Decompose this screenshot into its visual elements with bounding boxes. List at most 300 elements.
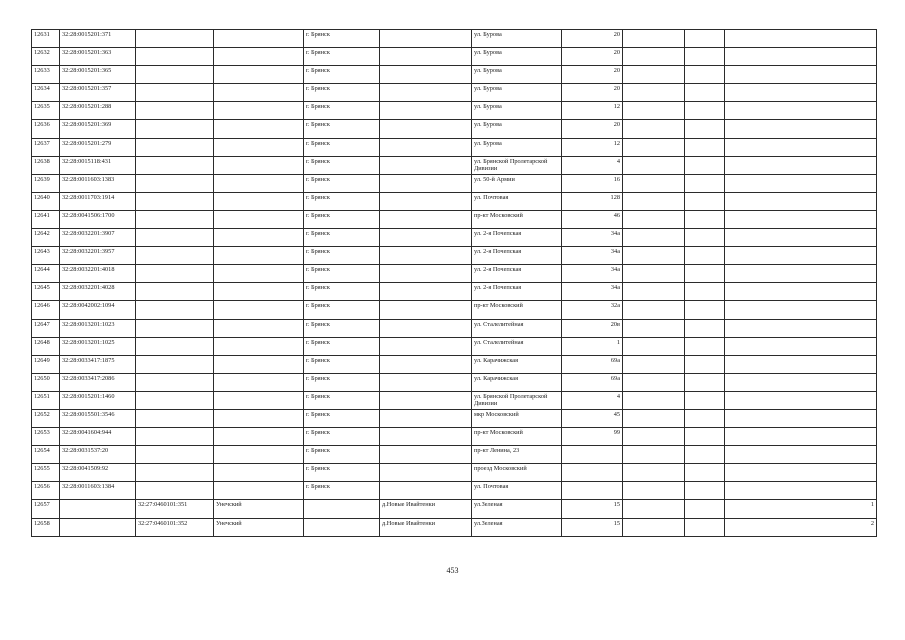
extra-cell-9 [623, 355, 685, 373]
cadastral-number-alt-cell [136, 30, 214, 48]
district-cell [214, 265, 304, 283]
extra-cell-9 [623, 301, 685, 319]
district-cell [214, 319, 304, 337]
locality-cell [380, 283, 472, 301]
cadastral-number-cell: 32:28:0015201:371 [60, 30, 136, 48]
cadastral-number-cell: 32:28:0011703:1914 [60, 192, 136, 210]
street-cell: ул. 2-я Почепская [472, 265, 562, 283]
locality-cell [380, 301, 472, 319]
house-number-cell: 32а [562, 301, 623, 319]
table-row [32, 482, 877, 500]
house-number-cell: 20 [562, 48, 623, 66]
cadastral-number-cell: 32:28:0011603:1384 [60, 482, 136, 500]
locality-cell [380, 319, 472, 337]
city-cell: г. Брянск [304, 283, 380, 301]
cadastral-number-alt-cell [136, 66, 214, 84]
cadastral-number-alt-cell [136, 301, 214, 319]
cadastral-number-cell: 32:28:0013201:1025 [60, 337, 136, 355]
locality-cell [380, 30, 472, 48]
city-cell: г. Брянск [304, 391, 380, 409]
city-cell: г. Брянск [304, 337, 380, 355]
extra-cell-10 [685, 120, 725, 138]
locality-cell [380, 138, 472, 156]
extra-cell-11 [725, 48, 877, 66]
cadastral-number-cell: 32:28:0041506:1700 [60, 210, 136, 228]
street-cell: ул. Брянской Пролетарской Дивизии [472, 391, 562, 409]
row-number-cell: 12634 [32, 84, 60, 102]
district-cell [214, 174, 304, 192]
street-cell: ул. Сталелитейная [472, 319, 562, 337]
extra-cell-10 [685, 283, 725, 301]
table-row [32, 283, 877, 301]
extra-cell-11 [725, 265, 877, 283]
street-cell: ул.Зеленая [472, 500, 562, 518]
row-number-cell: 12652 [32, 409, 60, 427]
house-number-cell: 20 [562, 30, 623, 48]
locality-cell [380, 337, 472, 355]
cadastral-number-alt-cell [136, 210, 214, 228]
cadastral-number-alt-cell [136, 446, 214, 464]
district-cell [214, 210, 304, 228]
row-number-cell: 12641 [32, 210, 60, 228]
extra-cell-11 [725, 355, 877, 373]
cadastral-number-alt-cell [136, 192, 214, 210]
extra-cell-10 [685, 337, 725, 355]
street-cell: ул. Бурова [472, 138, 562, 156]
locality-cell [380, 66, 472, 84]
street-cell: ул. Брянской Пролетарской Дивизии [472, 156, 562, 174]
street-cell: мкр Московский [472, 409, 562, 427]
cadastral-number-cell: 32:28:0015201:279 [60, 138, 136, 156]
extra-cell-11 [725, 337, 877, 355]
district-cell [214, 229, 304, 247]
house-number-cell: 15 [562, 500, 623, 518]
locality-cell [380, 120, 472, 138]
table-row [32, 120, 877, 138]
extra-cell-9 [623, 283, 685, 301]
extra-cell-9 [623, 464, 685, 482]
cadastral-number-alt-cell [136, 391, 214, 409]
district-cell [214, 446, 304, 464]
district-cell [214, 428, 304, 446]
cadastral-number-alt-cell [136, 355, 214, 373]
district-cell [214, 283, 304, 301]
locality-cell [380, 355, 472, 373]
extra-cell-9 [623, 210, 685, 228]
row-number-cell: 12644 [32, 265, 60, 283]
table-row [32, 337, 877, 355]
extra-cell-9 [623, 247, 685, 265]
house-number-cell: 20 [562, 84, 623, 102]
extra-cell-11 [725, 102, 877, 120]
extra-cell-10 [685, 229, 725, 247]
city-cell: г. Брянск [304, 210, 380, 228]
row-number-cell: 12637 [32, 138, 60, 156]
city-cell: г. Брянск [304, 301, 380, 319]
extra-cell-10 [685, 265, 725, 283]
extra-cell-9 [623, 192, 685, 210]
cadastral-number-cell: 32:28:0011603:1383 [60, 174, 136, 192]
extra-cell-11 [725, 247, 877, 265]
row-number-cell: 12654 [32, 446, 60, 464]
locality-cell [380, 446, 472, 464]
district-cell [214, 464, 304, 482]
extra-cell-10 [685, 518, 725, 536]
district-cell [214, 120, 304, 138]
cadastral-number-cell [60, 518, 136, 536]
extra-cell-10 [685, 174, 725, 192]
cadastral-number-alt-cell [136, 319, 214, 337]
cadastral-number-cell: 32:28:0015201:363 [60, 48, 136, 66]
house-number-cell: 45 [562, 409, 623, 427]
house-number-cell: 46 [562, 210, 623, 228]
street-cell: ул. Бурова [472, 120, 562, 138]
district-cell [214, 373, 304, 391]
extra-cell-9 [623, 48, 685, 66]
street-cell: ул. Карачижская [472, 373, 562, 391]
cadastral-number-cell: 32:28:0032201:3957 [60, 247, 136, 265]
district-cell: Унечский [214, 518, 304, 536]
extra-cell-9 [623, 102, 685, 120]
city-cell: г. Брянск [304, 229, 380, 247]
district-cell [214, 355, 304, 373]
cadastral-number-alt-cell: 32:27:0460101:352 [136, 518, 214, 536]
extra-cell-10 [685, 301, 725, 319]
row-number-cell: 12643 [32, 247, 60, 265]
extra-cell-10 [685, 102, 725, 120]
street-cell: ул. Почтовая [472, 192, 562, 210]
house-number-cell [562, 482, 623, 500]
extra-cell-9 [623, 66, 685, 84]
row-number-cell: 12647 [32, 319, 60, 337]
house-number-cell: 128 [562, 192, 623, 210]
extra-cell-11 [725, 428, 877, 446]
city-cell: г. Брянск [304, 156, 380, 174]
district-cell [214, 337, 304, 355]
district-cell [214, 247, 304, 265]
street-cell: ул. Карачижская [472, 355, 562, 373]
extra-cell-11 [725, 120, 877, 138]
cadastral-number-cell [60, 500, 136, 518]
extra-cell-11 [725, 30, 877, 48]
street-cell: ул. Почтовая [472, 482, 562, 500]
street-cell: ул.Зеленая [472, 518, 562, 536]
district-cell [214, 102, 304, 120]
row-number-cell: 12640 [32, 192, 60, 210]
table-row [32, 174, 877, 192]
extra-cell-9 [623, 138, 685, 156]
extra-cell-9 [623, 120, 685, 138]
street-cell: ул. Бурова [472, 102, 562, 120]
extra-cell-10 [685, 446, 725, 464]
city-cell: г. Брянск [304, 247, 380, 265]
table-row [32, 210, 877, 228]
house-number-cell: 1 [562, 337, 623, 355]
locality-cell [380, 464, 472, 482]
table-row [32, 500, 877, 518]
city-cell: г. Брянск [304, 482, 380, 500]
street-cell: ул. Сталелитейная [472, 337, 562, 355]
extra-cell-11 [725, 409, 877, 427]
extra-cell-11 [725, 156, 877, 174]
district-cell [214, 391, 304, 409]
street-cell: пр-кт Московский [472, 210, 562, 228]
table-row [32, 30, 877, 48]
table-row [32, 409, 877, 427]
extra-cell-9 [623, 174, 685, 192]
city-cell: г. Брянск [304, 265, 380, 283]
table-row [32, 48, 877, 66]
house-number-cell: 12 [562, 102, 623, 120]
table-row [32, 373, 877, 391]
table-row [32, 156, 877, 174]
extra-cell-9 [623, 500, 685, 518]
cadastral-number-cell: 32:28:0033417:2086 [60, 373, 136, 391]
extra-cell-11 [725, 283, 877, 301]
district-cell [214, 48, 304, 66]
extra-cell-9 [623, 265, 685, 283]
extra-cell-11 [725, 391, 877, 409]
district-cell [214, 409, 304, 427]
table-row [32, 391, 877, 409]
table-row [32, 518, 877, 536]
city-cell: г. Брянск [304, 84, 380, 102]
table-row [32, 265, 877, 283]
cadastral-number-alt-cell [136, 102, 214, 120]
street-cell: пр-кт Московский [472, 428, 562, 446]
extra-cell-10 [685, 464, 725, 482]
cadastral-number-cell: 32:28:0032201:3907 [60, 229, 136, 247]
extra-cell-10 [685, 192, 725, 210]
cadastral-number-alt-cell [136, 373, 214, 391]
extra-cell-9 [623, 337, 685, 355]
cadastral-number-alt-cell [136, 156, 214, 174]
house-number-cell: 16 [562, 174, 623, 192]
row-number-cell: 12656 [32, 482, 60, 500]
district-cell [214, 30, 304, 48]
cadastral-number-cell: 32:28:0041509:92 [60, 464, 136, 482]
extra-cell-10 [685, 482, 725, 500]
cadastral-number-alt-cell [136, 464, 214, 482]
extra-cell-9 [623, 156, 685, 174]
city-cell: г. Брянск [304, 120, 380, 138]
locality-cell [380, 192, 472, 210]
extra-cell-11 [725, 66, 877, 84]
cadastral-number-alt-cell [136, 337, 214, 355]
row-number-cell: 12638 [32, 156, 60, 174]
city-cell [304, 518, 380, 536]
district-cell [214, 301, 304, 319]
cadastral-number-alt-cell [136, 120, 214, 138]
house-number-cell: 34а [562, 247, 623, 265]
registry-table-body [32, 30, 877, 537]
city-cell: г. Брянск [304, 48, 380, 66]
extra-cell-11 [725, 84, 877, 102]
table-row [32, 192, 877, 210]
district-cell [214, 156, 304, 174]
house-number-cell: 34а [562, 283, 623, 301]
row-number-cell: 12648 [32, 337, 60, 355]
cadastral-number-alt-cell [136, 229, 214, 247]
extra-cell-11 [725, 319, 877, 337]
extra-cell-10 [685, 373, 725, 391]
extra-cell-9 [623, 518, 685, 536]
row-number-cell: 12639 [32, 174, 60, 192]
extra-cell-10 [685, 409, 725, 427]
cadastral-number-alt-cell [136, 48, 214, 66]
extra-cell-10 [685, 500, 725, 518]
table-row [32, 138, 877, 156]
city-cell: г. Брянск [304, 446, 380, 464]
table-row [32, 247, 877, 265]
page-number: 453 [446, 566, 459, 575]
street-cell: ул. 2-я Почепская [472, 247, 562, 265]
cadastral-number-cell: 32:28:0013201:1023 [60, 319, 136, 337]
cadastral-number-cell: 32:28:0041604:944 [60, 428, 136, 446]
extra-cell-11 [725, 174, 877, 192]
house-number-cell: 20 [562, 120, 623, 138]
locality-cell [380, 265, 472, 283]
locality-cell [380, 48, 472, 66]
house-number-cell: 20в [562, 319, 623, 337]
extra-cell-9 [623, 446, 685, 464]
locality-cell [380, 247, 472, 265]
street-cell: ул. Бурова [472, 84, 562, 102]
city-cell: г. Брянск [304, 174, 380, 192]
row-number-cell: 12631 [32, 30, 60, 48]
street-cell: пр-кт Ленина, 23 [472, 446, 562, 464]
extra-cell-11 [725, 192, 877, 210]
extra-cell-11 [725, 482, 877, 500]
city-cell [304, 500, 380, 518]
house-number-cell: 4 [562, 391, 623, 409]
row-number-cell: 12642 [32, 229, 60, 247]
extra-cell-9 [623, 409, 685, 427]
table-row [32, 464, 877, 482]
extra-cell-10 [685, 355, 725, 373]
city-cell: г. Брянск [304, 319, 380, 337]
row-number-cell: 12649 [32, 355, 60, 373]
house-number-cell: 20 [562, 66, 623, 84]
house-number-cell: 4 [562, 156, 623, 174]
street-cell: пр-кт Московский [472, 301, 562, 319]
row-number-cell: 12658 [32, 518, 60, 536]
cadastral-number-alt-cell [136, 84, 214, 102]
cadastral-number-cell: 32:28:0032201:4018 [60, 265, 136, 283]
district-cell [214, 66, 304, 84]
locality-cell: д.Новые Ивайтенки [380, 518, 472, 536]
extra-cell-9 [623, 319, 685, 337]
extra-cell-10 [685, 247, 725, 265]
row-number-cell: 12645 [32, 283, 60, 301]
house-number-cell [562, 446, 623, 464]
district-cell [214, 138, 304, 156]
extra-cell-11 [725, 229, 877, 247]
cadastral-number-cell: 32:28:0015201:1460 [60, 391, 136, 409]
locality-cell [380, 391, 472, 409]
extra-cell-11: 2 [725, 518, 877, 536]
extra-cell-9 [623, 391, 685, 409]
cadastral-number-cell: 32:28:0015501:3546 [60, 409, 136, 427]
cadastral-number-cell: 32:28:0042002:1094 [60, 301, 136, 319]
row-number-cell: 12650 [32, 373, 60, 391]
row-number-cell: 12633 [32, 66, 60, 84]
table-row [32, 428, 877, 446]
city-cell: г. Брянск [304, 102, 380, 120]
table-row [32, 355, 877, 373]
cadastral-number-alt-cell [136, 283, 214, 301]
row-number-cell: 12655 [32, 464, 60, 482]
cadastral-number-cell: 32:28:0015201:369 [60, 120, 136, 138]
locality-cell [380, 210, 472, 228]
table-row [32, 84, 877, 102]
row-number-cell: 12657 [32, 500, 60, 518]
extra-cell-9 [623, 84, 685, 102]
extra-cell-10 [685, 48, 725, 66]
cadastral-number-alt-cell [136, 247, 214, 265]
cadastral-number-cell: 32:28:0015201:357 [60, 84, 136, 102]
locality-cell: д.Новые Ивайтенки [380, 500, 472, 518]
city-cell: г. Брянск [304, 30, 380, 48]
city-cell: г. Брянск [304, 66, 380, 84]
extra-cell-9 [623, 428, 685, 446]
house-number-cell [562, 464, 623, 482]
extra-cell-10 [685, 319, 725, 337]
extra-cell-10 [685, 428, 725, 446]
cadastral-number-alt-cell [136, 265, 214, 283]
locality-cell [380, 482, 472, 500]
extra-cell-11 [725, 464, 877, 482]
extra-cell-11 [725, 301, 877, 319]
cadastral-number-cell: 32:28:0031537:20 [60, 446, 136, 464]
table-row [32, 301, 877, 319]
cadastral-number-cell: 32:28:0032201:4028 [60, 283, 136, 301]
city-cell: г. Брянск [304, 138, 380, 156]
extra-cell-9 [623, 373, 685, 391]
extra-cell-10 [685, 391, 725, 409]
cadastral-number-cell: 32:28:0015201:288 [60, 102, 136, 120]
row-number-cell: 12632 [32, 48, 60, 66]
extra-cell-11: 1 [725, 500, 877, 518]
locality-cell [380, 409, 472, 427]
district-cell: Унечский [214, 500, 304, 518]
extra-cell-10 [685, 156, 725, 174]
extra-cell-9 [623, 229, 685, 247]
extra-cell-10 [685, 138, 725, 156]
row-number-cell: 12646 [32, 301, 60, 319]
extra-cell-10 [685, 210, 725, 228]
street-cell: ул. 50-й Армии [472, 174, 562, 192]
registry-table [31, 29, 877, 537]
district-cell [214, 84, 304, 102]
cadastral-number-alt-cell [136, 138, 214, 156]
city-cell: г. Брянск [304, 409, 380, 427]
city-cell: г. Брянск [304, 192, 380, 210]
street-cell: ул. Бурова [472, 66, 562, 84]
locality-cell [380, 84, 472, 102]
table-row [32, 319, 877, 337]
extra-cell-9 [623, 482, 685, 500]
extra-cell-11 [725, 210, 877, 228]
house-number-cell: 15 [562, 518, 623, 536]
locality-cell [380, 373, 472, 391]
extra-cell-11 [725, 446, 877, 464]
row-number-cell: 12635 [32, 102, 60, 120]
cadastral-number-alt-cell [136, 428, 214, 446]
row-number-cell: 12651 [32, 391, 60, 409]
city-cell: г. Брянск [304, 464, 380, 482]
cadastral-number-alt-cell: 32:27:0460101:351 [136, 500, 214, 518]
